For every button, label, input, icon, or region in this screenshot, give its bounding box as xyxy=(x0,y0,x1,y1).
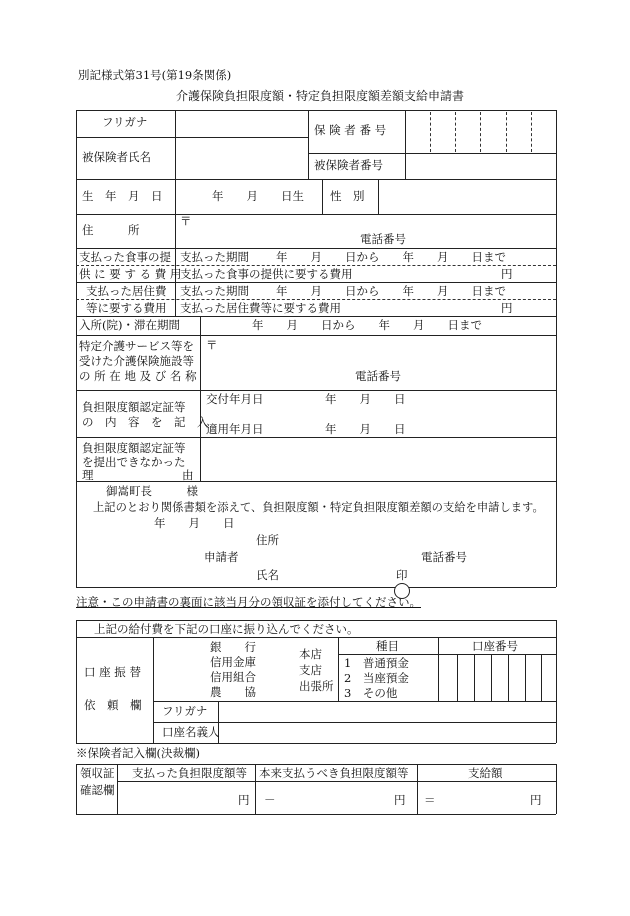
receipt-check-label-line2: 確認欄 xyxy=(80,783,115,797)
payment-amount-yen: 円 xyxy=(530,793,542,807)
sex-field[interactable] xyxy=(380,181,554,213)
account-type-header: 種目 xyxy=(376,639,399,653)
insured-name-field[interactable] xyxy=(176,139,306,177)
meal-cost-label-line2: 供 に 要 す る 費 用 xyxy=(79,267,182,281)
insurer-number-label: 保 険 者 番 号 xyxy=(314,123,387,137)
notice-text: 注意・この申請書の裏面に該当月分の領収証を添付してください。 xyxy=(76,595,421,609)
meal-cost-yen: 円 xyxy=(501,267,513,281)
not-submitted-label-line3b: 由 xyxy=(182,468,194,482)
residence-cost-label-line2: 等に要する費用 xyxy=(86,301,167,315)
addressee: 御嵩町長 様 xyxy=(106,484,198,498)
sex-label: 性 別 xyxy=(330,189,365,203)
holder-furigana-label: フリガナ xyxy=(162,704,208,718)
branch-type-branch[interactable]: 支店 xyxy=(299,663,322,677)
bank-transfer-label-line2: 依 頼 欄 xyxy=(84,698,142,712)
insured-number-field[interactable] xyxy=(406,155,554,177)
address-phone-label: 電話番号 xyxy=(360,232,406,246)
bank-intro: 上記の給付費を下記の口座に振り込んでください。 xyxy=(94,622,359,636)
holder-furigana-field[interactable] xyxy=(220,703,554,721)
apply-date-label: 適用年月日 xyxy=(206,422,264,436)
applicant-label: 申請者 xyxy=(204,550,239,564)
residence-period-label: 支払った期間 xyxy=(180,284,249,298)
application-date[interactable]: 年 月 日 xyxy=(154,516,235,530)
certificate-label-line2: の 内 容 を 記 入 xyxy=(82,415,209,429)
meal-period-value[interactable]: 年 月 日から 年 月 日まで xyxy=(276,250,506,264)
branch-type-main[interactable]: 本店 xyxy=(299,647,322,661)
minus-sign: － xyxy=(264,793,276,807)
paid-limit-header: 支払った負担限度額等 xyxy=(132,766,247,780)
insurer-number-field[interactable] xyxy=(406,112,554,152)
residence-cost-label-line1: 支払った居住費 xyxy=(86,284,167,298)
account-type-ordinary[interactable]: 1 普通預金 xyxy=(344,656,409,670)
meal-period-label: 支払った期間 xyxy=(180,250,249,264)
facility-label-line3: の 所 在 地 及 び 名 称 xyxy=(79,369,197,383)
furigana-field[interactable] xyxy=(176,116,306,136)
issue-date-label: 交付年月日 xyxy=(206,392,264,406)
residence-cost-field-label: 支払った居住費等に要する費用 xyxy=(180,301,341,315)
equals-sign: ＝ xyxy=(424,793,436,807)
not-submitted-label-line3a: 理 xyxy=(82,468,94,482)
residence-cost-yen: 円 xyxy=(501,301,513,315)
bank-transfer-label-line1: 口 座 振 替 xyxy=(84,665,141,679)
receipt-check-label-line1: 領収証 xyxy=(80,766,115,780)
stay-period-label: 入所(院)・滞在期間 xyxy=(79,318,180,332)
applicant-phone-label: 電話番号 xyxy=(421,550,467,564)
meal-cost-label-line1: 支払った食事の提 xyxy=(79,250,171,264)
account-holder-field[interactable] xyxy=(220,724,554,742)
certificate-label-line1: 負担限度額認定証等 xyxy=(82,400,186,414)
facility-label-line1: 特定介護サービス等を xyxy=(79,339,194,353)
payment-amount-header: 支給額 xyxy=(468,766,503,780)
issue-date-value[interactable]: 年 月 日 xyxy=(325,392,406,406)
branch-type-office[interactable]: 出張所 xyxy=(299,679,334,693)
application-statement: 上記のとおり関係書類を添えて、負担限度額・特定負担限度額差額の支給を申請します。 xyxy=(93,501,544,514)
apply-date-value[interactable]: 年 月 日 xyxy=(325,422,406,436)
account-number-field[interactable] xyxy=(440,656,554,699)
form-title: 介護保険負担限度額・特定負担限度額差額支給申請書 xyxy=(176,89,465,103)
facility-phone-label: 電話番号 xyxy=(355,369,401,383)
residence-period-value[interactable]: 年 月 日から 年 月 日まで xyxy=(276,284,506,298)
applicant-name-label: 氏名 xyxy=(256,568,279,582)
account-number-header: 口座番号 xyxy=(472,639,518,653)
form-number: 別記様式第31号(第19条関係) xyxy=(78,68,232,82)
not-submitted-label-line2: を提出できなかった xyxy=(82,455,186,469)
facility-label-line2: 受けた介護保険施設等 xyxy=(79,354,194,368)
institution-type-nokyo[interactable]: 農 協 xyxy=(210,685,256,699)
furigana-label: フリガナ xyxy=(102,115,148,129)
account-type-other[interactable]: 3 その他 xyxy=(344,686,398,700)
not-submitted-label-line1: 負担限度額認定証等 xyxy=(82,441,186,455)
postal-mark: 〒 xyxy=(180,214,192,228)
due-limit-yen: 円 xyxy=(394,793,406,807)
birth-date-label: 生 年 月 日 xyxy=(82,189,163,203)
account-holder-label: 口座名義人 xyxy=(162,725,220,739)
applicant-address-label: 住所 xyxy=(256,533,279,547)
birth-date-value[interactable]: 年 月 日生 xyxy=(212,189,304,203)
address-field[interactable] xyxy=(192,216,552,246)
insured-name-label: 被保険者氏名 xyxy=(82,150,151,164)
institution-type-kumiai[interactable]: 信用組合 xyxy=(210,670,256,684)
insured-number-label: 被保険者番号 xyxy=(314,158,383,172)
seal-mark: 印 xyxy=(396,568,408,582)
stay-period-value[interactable]: 年 月 日から 年 月 日まで xyxy=(252,318,482,332)
facility-postal-mark: 〒 xyxy=(206,338,218,352)
facility-field[interactable] xyxy=(218,338,552,388)
meal-cost-field-label: 支払った食事の提供に要する費用 xyxy=(180,267,353,281)
institution-type-shinkin[interactable]: 信用金庫 xyxy=(210,655,256,669)
due-limit-header: 本来支払うべき負担限度額等 xyxy=(259,766,409,780)
account-type-current[interactable]: 2 当座預金 xyxy=(344,671,409,685)
paid-limit-yen: 円 xyxy=(238,793,250,807)
not-submitted-reason-field[interactable] xyxy=(202,439,554,479)
address-label: 住 所 xyxy=(82,223,140,237)
institution-type-bank[interactable]: 銀 行 xyxy=(210,640,256,654)
office-use-title: ※保険者記入欄(決裁欄) xyxy=(76,746,200,760)
